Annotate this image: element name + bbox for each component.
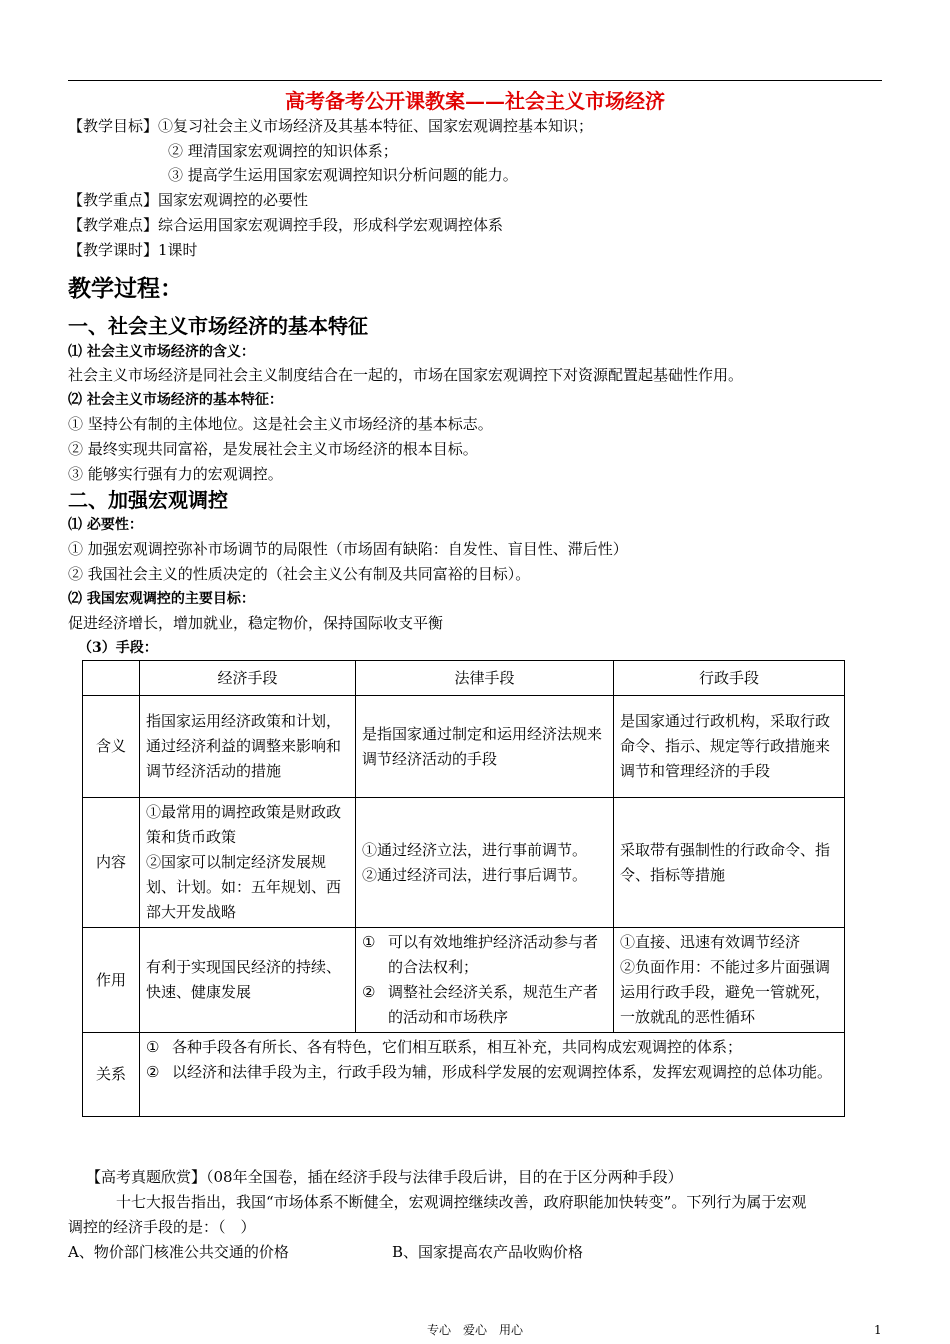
page-number: 1 <box>874 1323 882 1337</box>
content-economic-1: ①最常用的调控政策是财政政策和货币政策 <box>146 803 342 846</box>
table-corner-cell <box>83 661 140 696</box>
key-point: 【教学重点】国家宏观调控的必要性 <box>68 191 309 209</box>
section2-heading: 二、加强宏观调控 <box>68 488 228 512</box>
cell-effect-legal <box>356 928 614 1033</box>
section2-item-1: ① 加强宏观调控弥补市场调节的局限性（市场固有缺陷：自发性、盲目性、滞后性） <box>68 540 628 558</box>
effect-admin-2: ②负面作用：不能过多片面强调运用行政手段，避免一管就死，一放就乱的恶性循环 <box>620 958 831 1026</box>
cell-content-economic <box>140 798 356 928</box>
row-label-effect: 作用 <box>83 928 140 1033</box>
exam-note: （08年全国卷，插在经济手段与法律手段后讲，目的在于区分两种手段） <box>206 1168 683 1186</box>
row-label-meaning: 含义 <box>83 696 140 798</box>
class-hours: 【教学课时】1课时 <box>68 241 198 259</box>
header-legal: 法律手段 <box>356 661 614 696</box>
relation-text-2: 以经济和法律手段为主，行政手段为辅，形成科学发展的宏观调控体系，发挥宏观调控的总体功能。 <box>172 1063 833 1081</box>
section1-item-2: ② 最终实现共同富裕，是发展社会主义市场经济的根本目标。 <box>68 440 478 458</box>
document-title: 高考备考公开课教案——社会主义市场经济 <box>285 89 665 113</box>
table-row-effect <box>83 928 845 1033</box>
exam-heading-line <box>86 1166 683 1188</box>
relation-num-1: ① <box>146 1038 160 1056</box>
effect-admin-1: ①直接、迅速有效调节经济 <box>620 933 801 951</box>
effect-legal-text-1: 可以有效地维护经济活动参与者的合法权利； <box>388 933 599 976</box>
content-economic-2: ②国家可以制定经济发展规划、计划。如：五年规划、西部大开发战略 <box>146 853 342 921</box>
goal-line-1 <box>68 115 593 137</box>
goal-2: ② 理清国家宏观调控的知识体系； <box>168 142 398 160</box>
section1-item-1: ① 坚持公有制的主体地位。这是社会主义市场经济的基本标志。 <box>68 415 493 433</box>
relation-text-1: 各种手段各有所长、各有特色，它们相互联系，相互补充，共同构成宏观调控的体系； <box>172 1038 743 1056</box>
section1-sub2: ⑵ 社会主义市场经济的基本特征： <box>68 392 283 408</box>
cell-meaning-admin: 是国家通过行政机构，采取行政命令、指示、规定等行政措施来调节和管理经济的手段 <box>614 696 845 798</box>
section1-item-3: ③ 能够实行强有力的宏观调控。 <box>68 465 283 483</box>
content-legal-1: ①通过经济立法，进行事前调节。 <box>362 840 588 859</box>
regulation-means-table <box>82 660 845 1117</box>
table-row-meaning <box>83 696 845 798</box>
process-heading: 教学过程： <box>68 275 183 302</box>
section1-sub1-text: 社会主义市场经济是同社会主义制度结合在一起的，市场在国家宏观调控下对资源配置起基础性作用。 <box>68 366 744 384</box>
section1-heading: 一、社会主义市场经济的基本特征 <box>68 314 368 338</box>
header-administrative: 行政手段 <box>614 661 845 696</box>
option-b: B、国家提高农产品收购价格 <box>392 1243 584 1261</box>
content-legal-2: ②通过经济司法，进行事后调节。 <box>362 865 588 884</box>
cell-relation <box>140 1033 845 1117</box>
difficulty: 【教学难点】综合运用国家宏观调控手段，形成科学宏观调控体系 <box>68 216 504 234</box>
header-economic: 经济手段 <box>140 661 356 696</box>
cell-content-legal <box>356 798 614 928</box>
cell-effect-admin <box>614 928 845 1033</box>
header-rule <box>68 80 882 81</box>
table-row-relation <box>83 1033 845 1117</box>
exam-question-line-1: 十七大报告指出，我国“市场体系不断健全，宏观调控继续改善，政府职能加快转变”。下列行为属于宏观 <box>116 1193 807 1211</box>
section2-item-2: ② 我国社会主义的性质决定的（社会主义公有制及共同富裕的目标）。 <box>68 565 531 583</box>
cell-meaning-legal: 是指国家通过制定和运用经济法规来调节经济活动的手段 <box>356 696 614 798</box>
cell-effect-economic: 有利于实现国民经济的持续、快速、健康发展 <box>140 928 356 1033</box>
exam-label: 【高考真题欣赏】 <box>86 1168 207 1186</box>
effect-legal-num-1: ① <box>362 933 376 951</box>
effect-legal-item-1 <box>362 930 607 980</box>
table-header-row <box>83 661 845 696</box>
effect-legal-item-2 <box>362 980 607 1030</box>
goal-3: ③ 提高学生运用国家宏观调控知识分析问题的能力。 <box>168 166 518 184</box>
section2-sub3: （3）手段： <box>78 640 158 656</box>
section2-sub1: ⑴ 必要性： <box>68 517 143 533</box>
cell-meaning-economic: 指国家运用经济政策和计划，通过经济利益的调整来影响和调节经济活动的措施 <box>140 696 356 798</box>
effect-legal-text-2: 调整社会经济关系，规范生产者的活动和市场秩序 <box>388 983 599 1026</box>
effect-legal-num-2: ② <box>362 983 376 1001</box>
section1-sub1: ⑴ 社会主义市场经济的含义： <box>68 344 255 360</box>
relation-item-1 <box>146 1035 838 1060</box>
relation-item-2 <box>146 1060 838 1085</box>
footer-motto: 专心 爱心 用心 <box>426 1323 523 1337</box>
section2-sub2-text: 促进经济增长，增加就业，稳定物价，保持国际收支平衡 <box>68 614 444 632</box>
relation-num-2: ② <box>146 1063 160 1081</box>
row-label-content: 内容 <box>83 798 140 928</box>
goal-label: 【教学目标】 <box>68 117 159 135</box>
section2-sub2: ⑵ 我国宏观调控的主要目标： <box>68 591 255 607</box>
goal-1: ①复习社会主义市场经济及其基本特征、国家宏观调控基本知识； <box>158 117 594 135</box>
row-label-relation: 关系 <box>83 1033 140 1117</box>
exam-question-line-2: 调控的经济手段的是：（ ） <box>68 1218 256 1236</box>
option-a: A、物价部门核准公共交通的价格 <box>68 1243 289 1261</box>
cell-content-admin: 采取带有强制性的行政命令、指令、指标等措施 <box>614 798 845 928</box>
table-row-content <box>83 798 845 928</box>
